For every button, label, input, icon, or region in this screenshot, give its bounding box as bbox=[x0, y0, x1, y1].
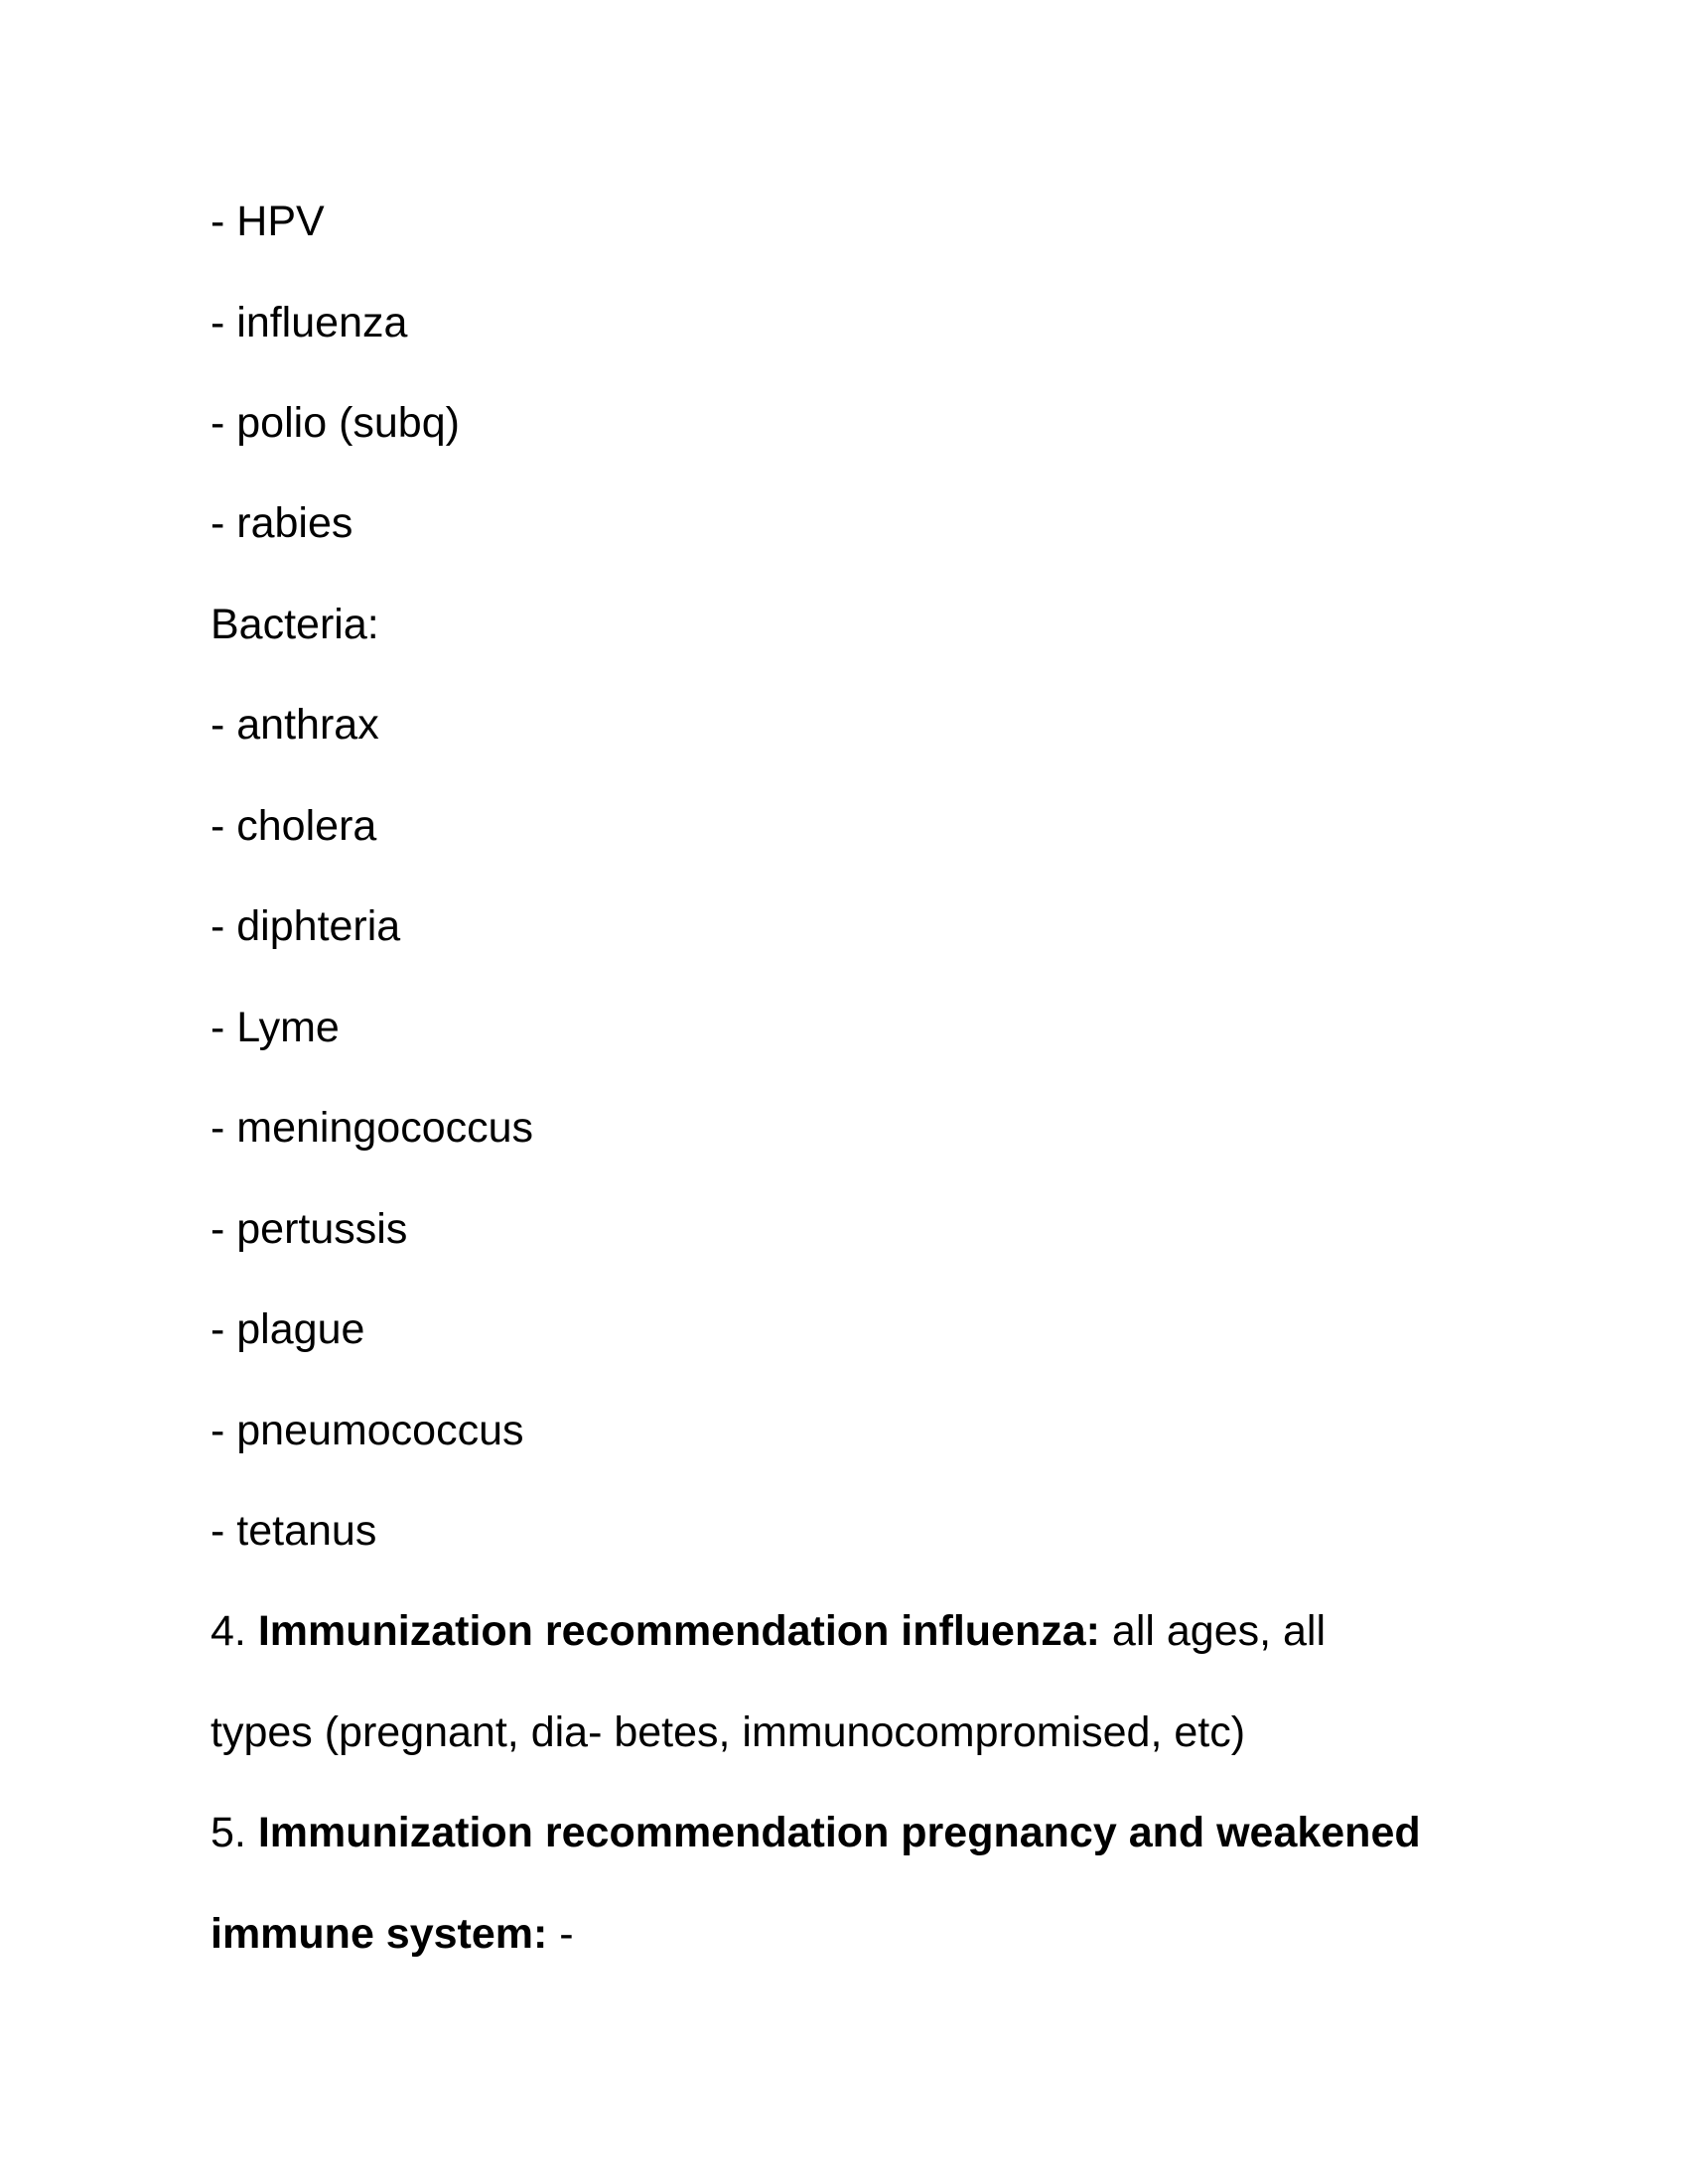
item-5-line-2 bbox=[211, 1909, 574, 1959]
list-item-rabies: - rabies bbox=[211, 499, 353, 547]
list-item-tetanus: - tetanus bbox=[211, 1507, 377, 1555]
item-4-text: all ages, all bbox=[1111, 1607, 1327, 1655]
item-5-text: - bbox=[559, 1910, 574, 1958]
item-4-line-2: types (pregnant, dia- betes, immunocompromised, etc) bbox=[211, 1708, 1246, 1756]
item-5-number: 5. bbox=[211, 1809, 246, 1856]
item-4-number: 4. bbox=[211, 1607, 246, 1655]
list-item-cholera: - cholera bbox=[211, 802, 377, 850]
list-item-diphteria: - diphteria bbox=[211, 902, 401, 950]
list-item-pertussis: - pertussis bbox=[211, 1205, 408, 1253]
item-5-title-cont: immune system: bbox=[211, 1910, 548, 1958]
item-5-title: Immunization recommendation pregnancy and weakened bbox=[257, 1809, 1421, 1856]
list-item-polio: - polio (subq) bbox=[211, 399, 460, 447]
item-4-line-1 bbox=[211, 1606, 1326, 1656]
bacteria-heading: Bacteria: bbox=[211, 601, 379, 648]
item-4-title: Immunization recommendation influenza: bbox=[257, 1607, 1100, 1655]
list-item-influenza: - influenza bbox=[211, 299, 408, 346]
item-5-line-1 bbox=[211, 1808, 1421, 1857]
list-item-meningococcus: - meningococcus bbox=[211, 1104, 534, 1152]
list-item-lyme: - Lyme bbox=[211, 1004, 340, 1051]
list-item-hpv: - HPV bbox=[211, 198, 325, 245]
list-item-pneumococcus: - pneumococcus bbox=[211, 1407, 524, 1454]
list-item-anthrax: - anthrax bbox=[211, 701, 379, 749]
list-item-plague: - plague bbox=[211, 1305, 365, 1353]
